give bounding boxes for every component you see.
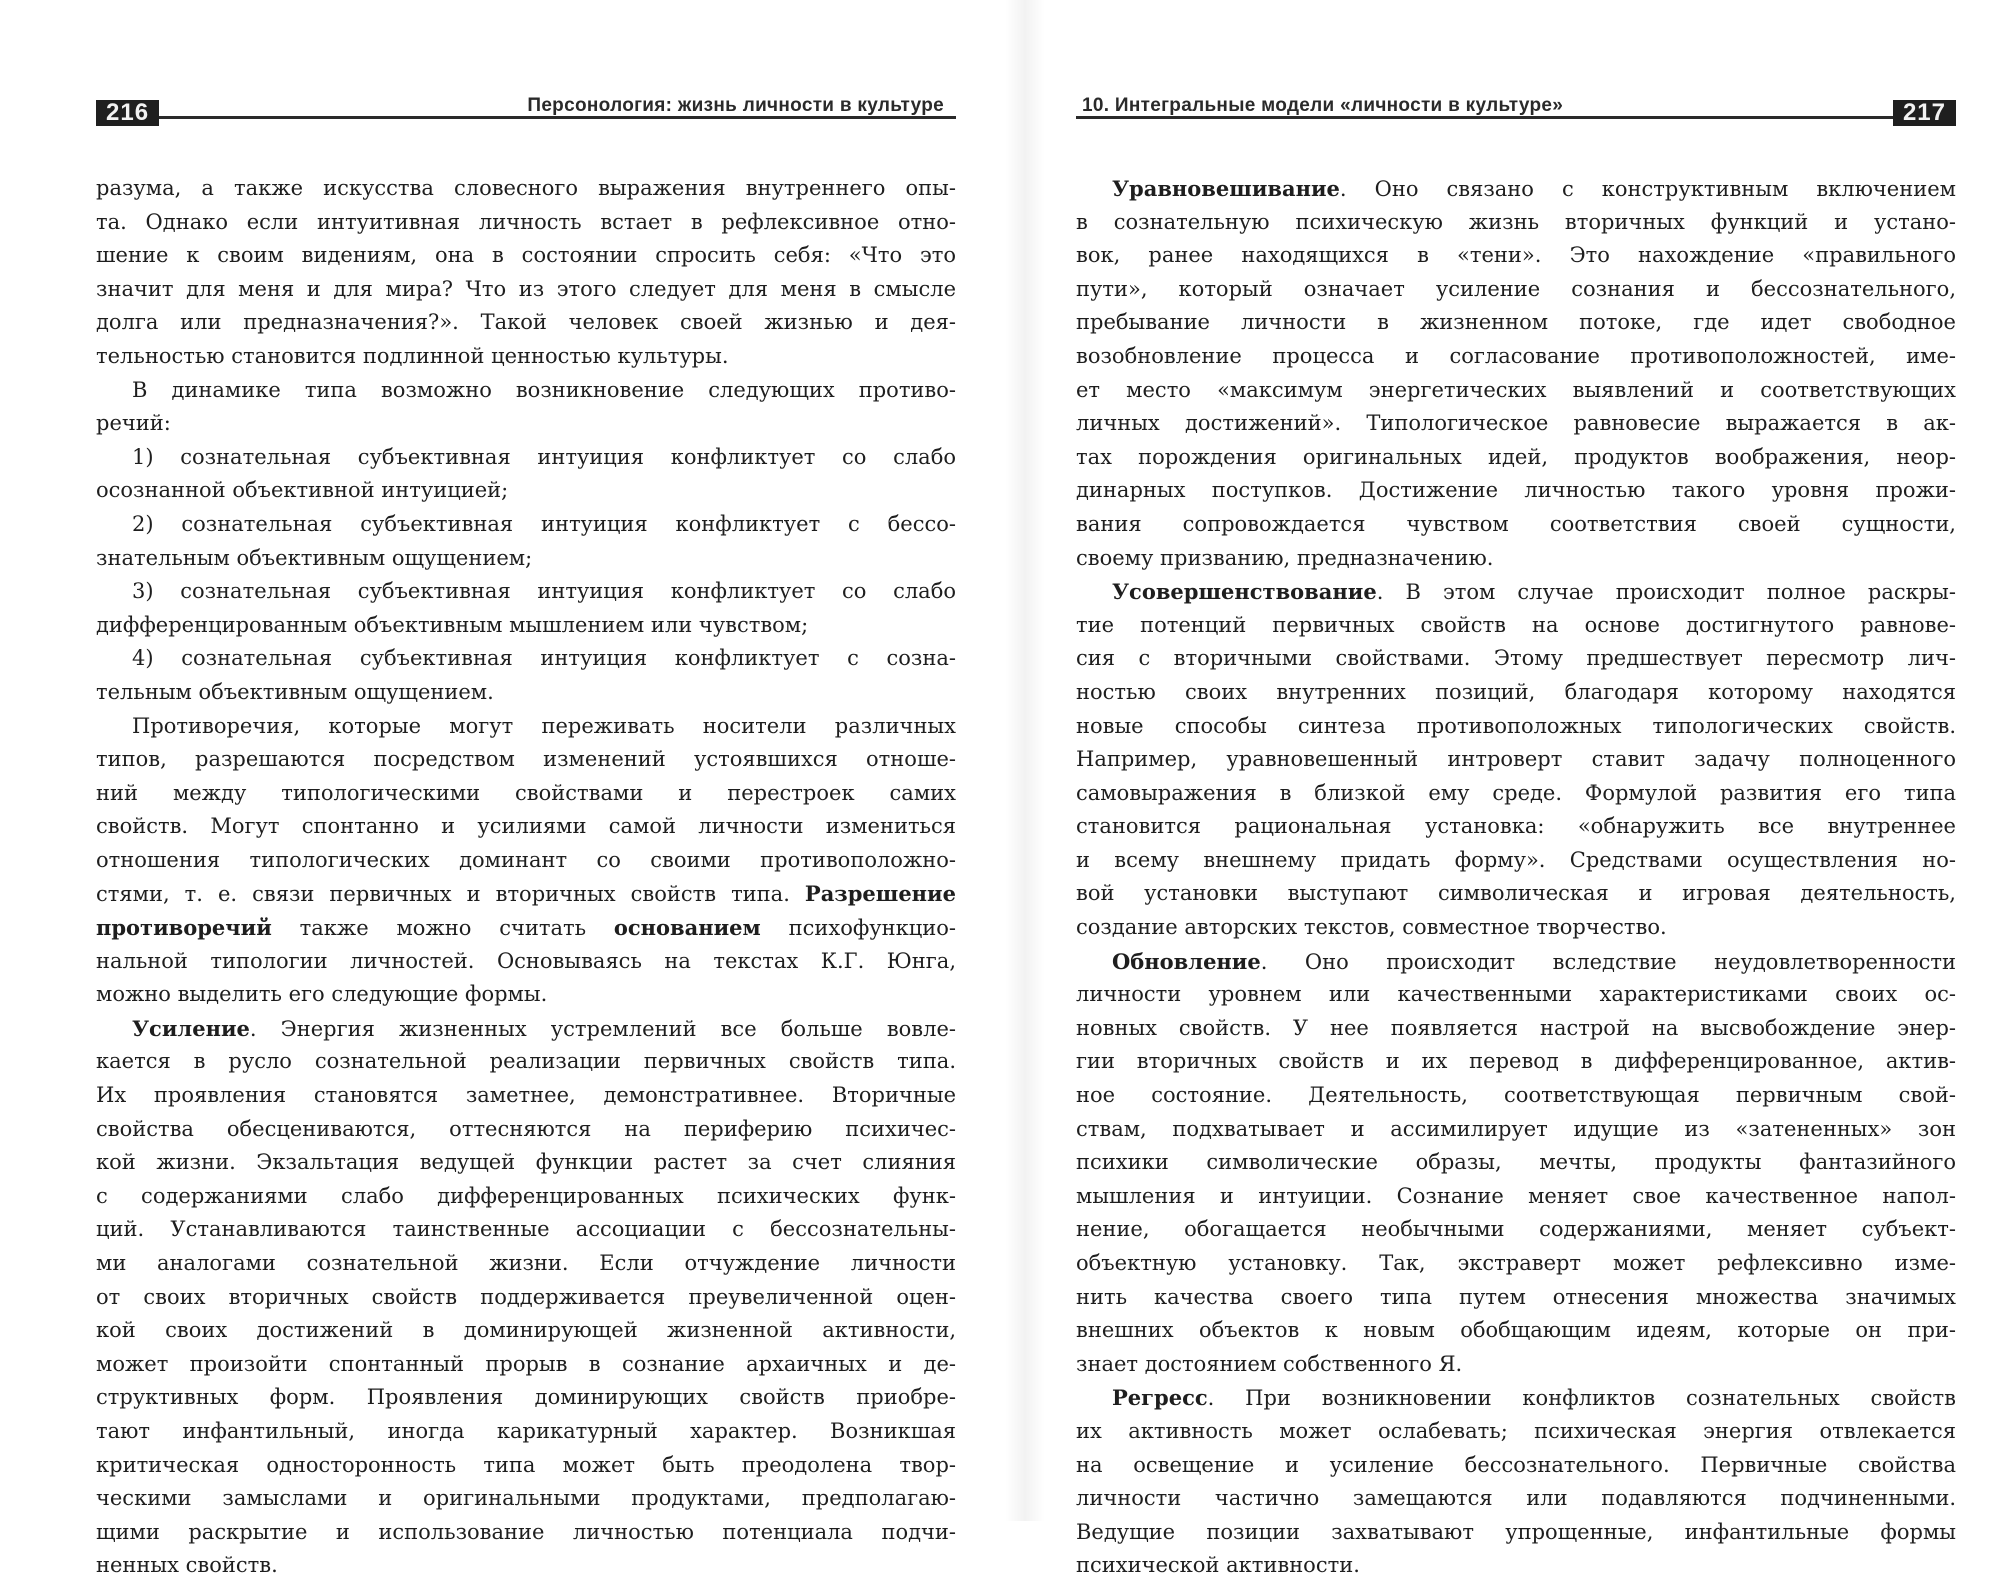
text-line bbox=[96, 945, 956, 979]
text-line bbox=[96, 1113, 956, 1147]
line-text: . Оно связано с конструктивным включением bbox=[1339, 177, 1956, 201]
text-line bbox=[96, 273, 956, 307]
line-text: Ведущие позиции захватывают упрощенные, инфантильные формы bbox=[1076, 1519, 1956, 1544]
text-line bbox=[96, 911, 956, 945]
right-page-header bbox=[1076, 96, 1956, 130]
line-text: и всему внешнему придать форму». Средствами осуществления но- bbox=[1076, 847, 1956, 872]
text-line bbox=[1076, 1415, 1956, 1449]
line-text: Противоречия, которые могут переживать носители различных bbox=[132, 713, 956, 738]
bold-term: Уравновешивание bbox=[1112, 176, 1340, 201]
book-gutter bbox=[1005, 0, 1045, 1521]
text-line bbox=[1076, 1146, 1956, 1180]
text-line bbox=[1076, 1314, 1956, 1348]
line-text: щими раскрытие и использование личностью потенциала подчи- bbox=[96, 1519, 956, 1544]
text-line bbox=[1076, 777, 1956, 811]
line-text: разума, а также искусства словесного выражения внутреннего опы- bbox=[96, 176, 956, 200]
line-text: свойства обесцениваются, оттесняются на периферию психичес- bbox=[96, 1116, 956, 1141]
line-text: Например, уравновешенный интроверт ставит задачу полноценного bbox=[1076, 747, 1956, 772]
line-text: та. Однако если интуитивная личность встает в рефлексивное отно- bbox=[96, 209, 956, 234]
text-line bbox=[1076, 239, 1956, 273]
line-text: тают инфантильный, иногда карикатурный характер. Возникшая bbox=[96, 1418, 956, 1443]
line-text: значит для меня и для мира? Что из этого следует для меня в смысле bbox=[96, 276, 956, 301]
line-text: ций. Устанавливаются таинственные ассоциации с бессознательны- bbox=[96, 1217, 956, 1242]
left-page-body bbox=[96, 172, 956, 1583]
text-line bbox=[1076, 1549, 1956, 1583]
bold-term: основанием bbox=[613, 915, 761, 941]
text-line bbox=[96, 1146, 956, 1180]
bold-term: Регресс bbox=[1112, 1385, 1208, 1411]
text-line bbox=[1076, 1213, 1956, 1247]
line-text: своему призванию, предназначению. bbox=[1076, 545, 1494, 570]
text-line bbox=[96, 1079, 956, 1113]
text-line bbox=[1076, 1381, 1956, 1415]
text-line bbox=[1076, 306, 1956, 340]
text-line bbox=[1076, 407, 1956, 441]
text-line bbox=[96, 1549, 956, 1583]
text-line bbox=[1076, 945, 1956, 979]
line-text: свойств. Могут спонтанно и усилиями самой личности измениться bbox=[96, 814, 956, 839]
text-line bbox=[96, 810, 956, 844]
line-text: также можно считать bbox=[271, 916, 614, 941]
text-line bbox=[96, 1449, 956, 1483]
text-line bbox=[96, 306, 956, 340]
line-text: самовыражения в близкой ему среде. Формулой развития его типа bbox=[1076, 780, 1956, 805]
text-line bbox=[96, 474, 956, 508]
line-text: долга или предназначения?». Такой человек своей жизнью и дея- bbox=[96, 310, 956, 335]
line-text: осознанной объективной интуицией; bbox=[96, 478, 509, 503]
line-text: ное состояние. Деятельность, соответствующая первичным свой- bbox=[1076, 1083, 1956, 1108]
text-line bbox=[96, 1012, 956, 1046]
text-line bbox=[96, 1045, 956, 1079]
bold-term: противоречий bbox=[96, 915, 272, 941]
text-line bbox=[1076, 810, 1956, 844]
text-line bbox=[1076, 1180, 1956, 1214]
line-text: вания сопровождается чувством соответствия своей сущности, bbox=[1076, 511, 1956, 536]
line-text: психики символические образы, мечты, продукты фантазийного bbox=[1076, 1150, 1956, 1175]
text-line bbox=[96, 340, 956, 374]
line-text: динарных поступков. Достижение личностью такого уровня прожи- bbox=[1076, 478, 1956, 503]
text-line bbox=[96, 1348, 956, 1382]
line-text: 2) сознательная субъективная интуиция конфликтует с бессо- bbox=[132, 511, 956, 536]
text-line bbox=[96, 239, 956, 273]
line-text: . При возникновении конфликтов сознательных свойств bbox=[1207, 1386, 1956, 1411]
line-text: вок, ранее находящихся в «тени». Это нахождение «правильного bbox=[1076, 243, 1956, 268]
line-text: тах порождения оригинальных идей, продуктов воображения, неор- bbox=[1076, 444, 1956, 469]
text-line bbox=[96, 777, 956, 811]
line-text: нение, обогащается необычными содержаниями, меняет субъект- bbox=[1076, 1217, 1956, 1242]
text-line bbox=[96, 407, 956, 441]
text-line bbox=[96, 642, 956, 676]
line-text: тие потенций первичных свойств на основе достигнутого равнове- bbox=[1076, 612, 1956, 637]
text-line bbox=[96, 575, 956, 609]
text-line bbox=[96, 508, 956, 542]
line-text: от своих вторичных свойств поддерживается преувеличенной оцен- bbox=[96, 1284, 956, 1309]
text-line bbox=[96, 1281, 956, 1315]
line-text: кой своих достижений в доминирующей жизненной активности, bbox=[96, 1318, 956, 1343]
line-text: может произойти спонтанный прорыв в сознание архаичных и де- bbox=[96, 1351, 956, 1376]
line-text: 1) сознательная субъективная интуиция конфликтует со слабо bbox=[132, 444, 956, 469]
text-line bbox=[1076, 1281, 1956, 1315]
line-text: личных достижений». Типологическое равновесие выражается в ак- bbox=[1076, 411, 1956, 436]
text-line bbox=[96, 1482, 956, 1516]
header-rule bbox=[96, 116, 956, 119]
line-text: структивных форм. Проявления доминирующих свойств приобре- bbox=[96, 1385, 956, 1410]
line-text: стями, т. е. связи первичных и вторичных свойств типа. bbox=[96, 882, 805, 907]
text-line bbox=[1076, 978, 1956, 1012]
line-text: вой установки выступают символическая и игровая деятельность, bbox=[1076, 881, 1956, 906]
line-text: речий: bbox=[96, 411, 171, 436]
line-text: В динамике типа возможно возникновение следующих противо- bbox=[132, 377, 956, 402]
text-line bbox=[96, 206, 956, 240]
text-line bbox=[1076, 710, 1956, 744]
line-text: становится рациональная установка: «обнаружить все внутреннее bbox=[1076, 814, 1956, 839]
line-text: мышления и интуиции. Сознание меняет свое качественное напол- bbox=[1076, 1183, 1956, 1208]
text-line bbox=[96, 1213, 956, 1247]
line-text: ствам, подхватывает и ассимилирует идущие из «затененных» зон bbox=[1076, 1116, 1956, 1141]
text-line bbox=[1076, 273, 1956, 307]
bold-term: Обновление bbox=[1112, 948, 1261, 974]
text-line bbox=[1076, 206, 1956, 240]
line-text: пребывание личности в жизненном потоке, где идет свободное bbox=[1076, 310, 1956, 335]
line-text: объектную установку. Так, экстраверт может рефлексивно изме- bbox=[1076, 1251, 1956, 1275]
line-text: нальной типологии личностей. Основываясь на текстах К.Г. Юнга, bbox=[96, 948, 956, 973]
text-line bbox=[1076, 844, 1956, 878]
left-page bbox=[0, 0, 1000, 1578]
line-text: кой жизни. Экзальтация ведущей функции растет за счет слияния bbox=[96, 1150, 956, 1175]
line-text: дифференцированным объективным мышлением или чувством; bbox=[96, 612, 809, 637]
text-line bbox=[96, 1314, 956, 1348]
line-text: в сознательную психическую жизнь вторичных функций и устано- bbox=[1076, 209, 1956, 234]
bold-term: Усиление bbox=[132, 1015, 250, 1041]
page-number: 217 bbox=[1893, 100, 1956, 126]
line-text: знает достоянием собственного Я. bbox=[1076, 1351, 1463, 1376]
text-line bbox=[1076, 1482, 1956, 1516]
text-line bbox=[1076, 877, 1956, 911]
line-text: знательным объективным ощущением; bbox=[96, 545, 533, 570]
text-line bbox=[96, 877, 956, 911]
text-line bbox=[96, 1247, 956, 1281]
bold-term: Разрешение bbox=[804, 881, 956, 907]
text-line bbox=[1076, 575, 1956, 609]
page-number: 216 bbox=[96, 100, 159, 126]
text-line bbox=[96, 1415, 956, 1449]
line-text: ческими замыслами и оригинальными продуктами, предполагаю- bbox=[96, 1486, 956, 1511]
line-text: кается в русло сознательной реализации первичных свойств типа. bbox=[96, 1049, 956, 1074]
text-line bbox=[1076, 676, 1956, 710]
text-line bbox=[1076, 1449, 1956, 1483]
text-line bbox=[96, 441, 956, 475]
text-line bbox=[96, 743, 956, 777]
text-line bbox=[1076, 743, 1956, 777]
text-line bbox=[1076, 609, 1956, 643]
text-line bbox=[96, 1381, 956, 1415]
text-line bbox=[1076, 1247, 1956, 1281]
line-text: Их проявления становятся заметнее, демонстративнее. Вторичные bbox=[96, 1083, 956, 1108]
text-line bbox=[96, 710, 956, 744]
line-text: . Оно происходит вследствие неудовлетворенности bbox=[1260, 949, 1956, 974]
line-text: тельностью становится подлинной ценностью культуры. bbox=[96, 343, 729, 368]
text-line bbox=[96, 676, 956, 710]
text-line bbox=[1076, 1113, 1956, 1147]
line-text: возобновление процесса и согласование противоположностей, име- bbox=[1076, 343, 1956, 368]
line-text: типов, разрешаются посредством изменений устоявшихся отноше- bbox=[96, 747, 956, 772]
line-text: на освещение и усиление бессознательного. Первичные свойства bbox=[1076, 1452, 1956, 1477]
line-text: 3) сознательная субъективная интуиция конфликтует со слабо bbox=[132, 579, 956, 604]
line-text: ний между типологическими свойствами и перестроек самих bbox=[96, 780, 956, 805]
running-title: 10. Интегральные модели «личности в культуре» bbox=[1076, 96, 1569, 116]
line-text: новые способы синтеза противоположных типологических свойств. bbox=[1076, 713, 1956, 738]
text-line bbox=[1076, 542, 1956, 576]
text-line bbox=[96, 978, 956, 1012]
line-text: новных свойств. У нее появляется настрой на высвобождение энер- bbox=[1076, 1015, 1956, 1040]
line-text: ет место «максимум энергетических выявлений и соответствующих bbox=[1076, 377, 1956, 402]
left-page-header bbox=[96, 96, 956, 130]
line-text: . В этом случае происходит полное раскры- bbox=[1376, 580, 1956, 605]
line-text: личности частично замещаются или подавляются подчиненными. bbox=[1076, 1486, 1956, 1511]
text-line bbox=[1076, 1045, 1956, 1079]
text-line bbox=[1076, 1012, 1956, 1046]
text-line bbox=[1076, 441, 1956, 475]
text-line bbox=[1076, 1348, 1956, 1382]
text-line bbox=[96, 172, 956, 206]
right-page-body bbox=[1076, 172, 1956, 1583]
line-text: психической активности. bbox=[1076, 1553, 1360, 1578]
text-line bbox=[96, 1180, 956, 1214]
line-text: шение к своим видениям, она в состоянии спросить себя: «Что это bbox=[96, 243, 956, 268]
text-line bbox=[96, 609, 956, 643]
line-text: сия с вторичными свойствами. Этому предшествует пересмотр лич- bbox=[1076, 646, 1956, 671]
text-line bbox=[1076, 474, 1956, 508]
text-line bbox=[96, 542, 956, 576]
text-line bbox=[1076, 642, 1956, 676]
line-text: нить качества своего типа путем отнесения множества значимых bbox=[1076, 1284, 1956, 1309]
text-line bbox=[96, 374, 956, 408]
line-text: можно выделить его следующие формы. bbox=[96, 982, 548, 1007]
line-text: психофункцио- bbox=[760, 916, 956, 941]
line-text: тельным объективным ощущением. bbox=[96, 679, 494, 704]
text-line bbox=[96, 844, 956, 878]
line-text: создание авторских текстов, совместное творчество. bbox=[1076, 915, 1667, 940]
line-text: с содержаниями слабо дифференцированных психических функ- bbox=[96, 1183, 956, 1208]
line-text: ностью своих внутренних позиций, благодаря которому находятся bbox=[1076, 679, 1956, 704]
line-text: 4) сознательная субъективная интуиция конфликтует с созна- bbox=[132, 646, 956, 671]
bold-term: Усовершенствование bbox=[1112, 579, 1377, 605]
line-text: критическая односторонность типа может быть преодолена твор- bbox=[96, 1452, 956, 1477]
text-line bbox=[1076, 911, 1956, 945]
line-text: их активность может ослабевать; психическая энергия отвлекается bbox=[1076, 1418, 1956, 1443]
text-line bbox=[1076, 508, 1956, 542]
line-text: внешних объектов к новым обобщающим идеям, которые он при- bbox=[1076, 1318, 1956, 1343]
line-text: ми аналогами сознательной жизни. Если отчуждение личности bbox=[96, 1251, 956, 1275]
line-text: . Энергия жизненных устремлений все больше вовле- bbox=[249, 1016, 956, 1041]
line-text: ненных свойств. bbox=[96, 1553, 278, 1578]
text-line bbox=[1076, 172, 1956, 206]
line-text: пути», который означает усиление сознания и бессознательного, bbox=[1076, 276, 1956, 301]
running-title: Персонология: жизнь личности в культуре bbox=[521, 96, 950, 116]
header-rule bbox=[1076, 116, 1956, 119]
text-line bbox=[1076, 374, 1956, 408]
line-text: отношения типологических доминант со своими противоположно- bbox=[96, 847, 956, 872]
line-text: гии вторичных свойств и их перевод в дифференцированное, актив- bbox=[1076, 1049, 1956, 1074]
text-line bbox=[1076, 1079, 1956, 1113]
line-text: личности уровнем или качественными характеристиками своих ос- bbox=[1076, 982, 1956, 1007]
right-page bbox=[1040, 0, 2000, 1578]
text-line bbox=[1076, 340, 1956, 374]
